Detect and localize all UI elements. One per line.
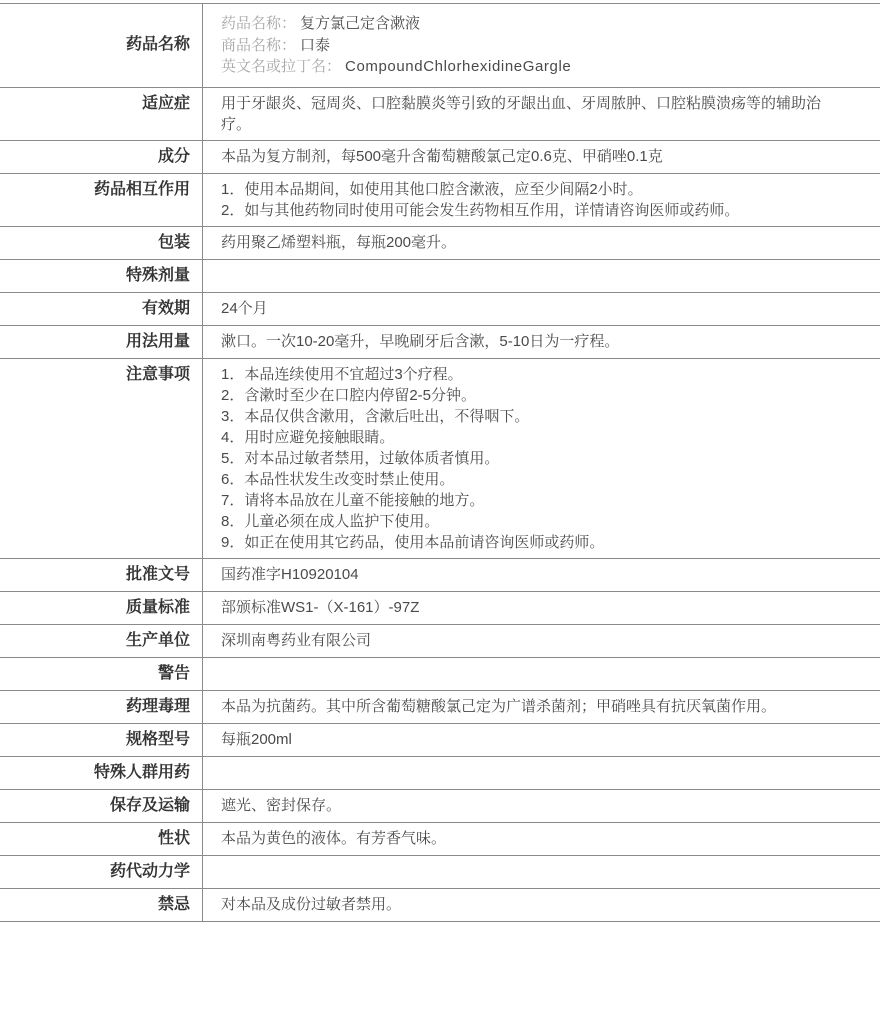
row-label: 注意事项 <box>0 359 203 558</box>
table-row-manufacturer <box>0 625 880 658</box>
table-row-drug-name <box>0 4 880 88</box>
row-value <box>203 856 880 888</box>
row-value: 本品为黄色的液体。有芳香气味。 <box>221 829 447 847</box>
row-value: 遮光、密封保存。 <box>221 796 342 814</box>
row-label: 包装 <box>0 227 203 259</box>
row-value: 24个月 <box>221 299 268 317</box>
list-item: 2．含漱时至少在口腔内停留2-5分钟。 <box>221 386 477 404</box>
table-row-quality-standard <box>0 592 880 625</box>
row-label: 特殊剂量 <box>0 260 203 292</box>
drug-info-table <box>0 3 880 922</box>
field-value: 口泰 <box>300 36 331 54</box>
list-item: 2．如与其他药物同时使用可能会发生药物相互作用，详情请咨询医师或药师。 <box>221 201 740 219</box>
row-value <box>203 260 880 292</box>
table-row-ingredients <box>0 141 880 174</box>
row-value <box>203 757 880 789</box>
row-value: 每瓶200ml <box>221 730 292 748</box>
table-row-special-dosage <box>0 260 880 293</box>
table-row-contraindications <box>0 889 880 922</box>
row-value <box>203 4 880 87</box>
row-label: 特殊人群用药 <box>0 757 203 789</box>
list-item: 6．本品性状发生改变时禁止使用。 <box>221 470 455 488</box>
row-value <box>203 658 880 690</box>
row-label: 性状 <box>0 823 203 855</box>
table-row-description <box>0 823 880 856</box>
row-label: 警告 <box>0 658 203 690</box>
table-row-packaging <box>0 227 880 260</box>
list-item: 8．儿童必须在成人监护下使用。 <box>221 512 440 530</box>
row-label: 有效期 <box>0 293 203 325</box>
row-label: 药品名称 <box>0 4 203 87</box>
table-row-storage-transport <box>0 790 880 823</box>
row-value <box>203 359 880 558</box>
row-value: 药用聚乙烯塑料瓶，每瓶200毫升。 <box>221 233 457 251</box>
row-value: 对本品及成份过敏者禁用。 <box>221 895 402 913</box>
table-row-precautions <box>0 359 880 559</box>
row-value: 深圳南粤药业有限公司 <box>221 631 372 649</box>
field-key: 药品名称： <box>221 15 297 32</box>
row-value: 部颁标准WS1-（X-161）-97Z <box>221 598 420 616</box>
row-label: 批准文号 <box>0 559 203 591</box>
table-row-approval-number <box>0 559 880 592</box>
row-value <box>203 174 880 226</box>
field-key: 英文名或拉丁名： <box>221 58 342 75</box>
list-item: 7．请将本品放在儿童不能接触的地方。 <box>221 491 485 509</box>
row-label: 药代动力学 <box>0 856 203 888</box>
row-label: 生产单位 <box>0 625 203 657</box>
list-item: 1．使用本品期间，如使用其他口腔含漱液，应至少间隔2小时。 <box>221 180 643 198</box>
row-label: 质量标准 <box>0 592 203 624</box>
list-item: 9．如正在使用其它药品，使用本品前请咨询医师或药师。 <box>221 533 605 551</box>
table-row-pharmacokinetics <box>0 856 880 889</box>
list-item: 3．本品仅供含漱用，含漱后吐出，不得咽下。 <box>221 407 530 425</box>
row-value: 本品为抗菌药。其中所含葡萄糖酸氯己定为广谱杀菌剂；甲硝唑具有抗厌氧菌作用。 <box>221 697 777 715</box>
row-label: 规格型号 <box>0 724 203 756</box>
row-label: 药品相互作用 <box>0 174 203 226</box>
row-value: 用于牙龈炎、冠周炎、口腔黏膜炎等引致的牙龈出血、牙周脓肿、口腔粘膜溃疡等的辅助治疗。 <box>221 94 822 133</box>
drug-name-line <box>221 13 835 35</box>
row-label: 保存及运输 <box>0 790 203 822</box>
english-name-line <box>221 56 835 78</box>
field-value: 复方氯己定含漱液 <box>300 15 421 32</box>
trade-name-line <box>221 35 835 57</box>
row-label: 成分 <box>0 141 203 173</box>
table-row-specification <box>0 724 880 757</box>
table-row-dosage-usage <box>0 326 880 359</box>
field-value: CompoundChlorhexidineGargle <box>345 58 572 75</box>
table-row-interactions <box>0 174 880 227</box>
row-value: 国药准字H10920104 <box>221 565 359 583</box>
row-label: 禁忌 <box>0 889 203 921</box>
table-row-pharmacology-toxicology <box>0 691 880 724</box>
list-item: 1．本品连续使用不宜超过3个疗程。 <box>221 365 463 383</box>
table-row-indications <box>0 88 880 141</box>
table-row-shelf-life <box>0 293 880 326</box>
row-label: 适应症 <box>0 88 203 140</box>
row-label: 药理毒理 <box>0 691 203 723</box>
row-value: 本品为复方制剂，每500毫升含葡萄糖酸氯己定0.6克、甲硝唑0.1克 <box>221 147 663 165</box>
list-item: 4．用时应避免接触眼睛。 <box>221 428 395 446</box>
field-key: 商品名称： <box>221 36 297 54</box>
table-row-warning <box>0 658 880 691</box>
row-label: 用法用量 <box>0 326 203 358</box>
row-value: 漱口。一次10-20毫升，早晚刷牙后含漱，5-10日为一疗程。 <box>221 332 620 350</box>
table-row-special-populations <box>0 757 880 790</box>
list-item: 5．对本品过敏者禁用，过敏体质者慎用。 <box>221 449 500 467</box>
